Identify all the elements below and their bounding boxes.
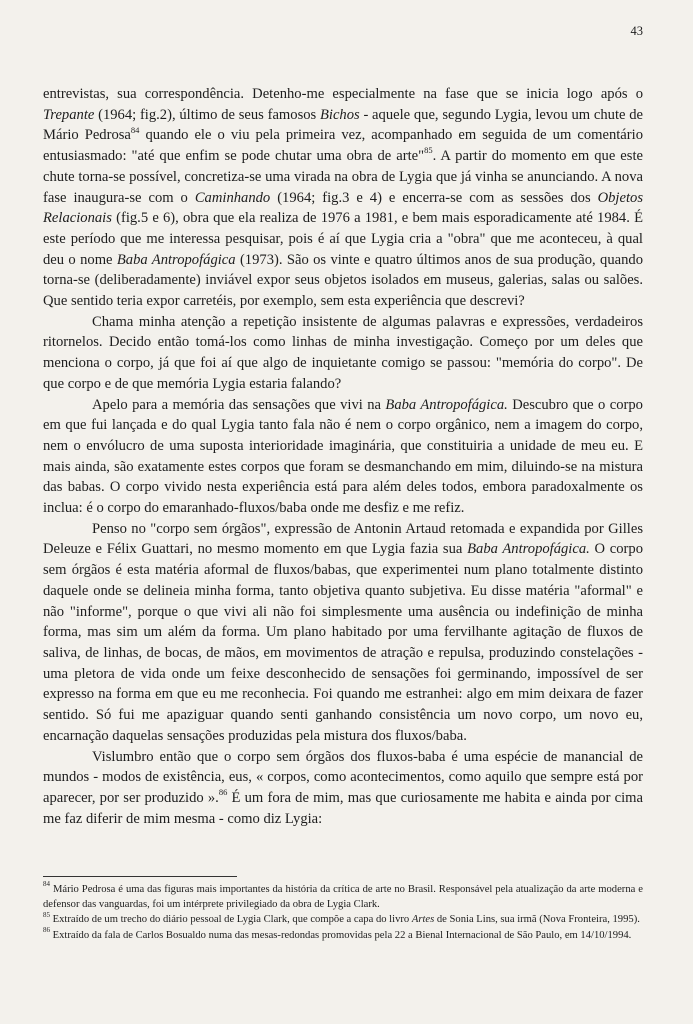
work-title: Caminhando [194, 189, 271, 206]
text-run: (fig.5 e 6), obra que ela realiza de 1976 a 1981, e bem mais esporadicamente até 1984. É este período que me interessa pesquisar, pois é aí que Lygia cria a "obra" que me aconteceu, à qual deu o nome [43, 210, 643, 268]
footnote-text: Mário Pedrosa é uma das figuras mais importantes da história da crítica de arte no Brasil. Responsável pela atualização da arte moderna e defensor das vanguardas, foi um intérprete privilegiado da obra de Lygia Clark. [43, 884, 643, 911]
text-run: Penso no "corpo sem órgãos", expressão de Antonin Artaud retomada e expandida por Gilles Deleuze e Félix Guattari, no mesmo momento em que Lygia fazia sua [43, 520, 643, 558]
text-run: - aquele que, segundo Lygia, levou um chute de Mário Pedrosa [43, 106, 643, 144]
footnote-86 [43, 928, 643, 943]
text-run: (1964; fig.3 e 4) e encerra-se com as sessões dos [270, 189, 598, 206]
footnote-85 [43, 912, 643, 927]
footnote-text: de Sonia Lins, sua irmã (Nova Fronteira, 1995). [434, 914, 640, 926]
footnote-ref-86: 86 [218, 787, 228, 798]
footnote-divider [43, 876, 237, 877]
text-run: quando ele o viu pela primeira vez, acompanhado em seguida de um comentário entusiasmado: "até que enfim se pode chutar uma obra de arte" [43, 127, 643, 165]
body-text [43, 84, 643, 829]
paragraph-3 [43, 395, 643, 519]
footnote-number: 84 [43, 880, 50, 889]
text-run: (1964; fig.2), último de seus famosos [94, 106, 320, 123]
footnote-text: Extraído da fala de Carlos Bosualdo numa das mesas-redondas promovidas pela 22 a Bienal Internacional de São Paulo, em 14/10/1994. [50, 929, 632, 941]
text-run: Apelo para a memória das sensações que vivi na [92, 396, 386, 413]
work-title: Trepante [43, 106, 95, 123]
paragraph-4 [43, 519, 643, 747]
work-title: Bichos [319, 106, 360, 123]
book-title: Artes [411, 914, 435, 926]
text-run: O corpo sem órgãos é esta matéria aformal de fluxos/babas, que experimentei num plano totalmente distinto daquele onde se delineia minha forma, tanto objetiva quanto subjetiva. Eu disse matéria "aformal" e não "informe", porque o que vivi ali não foi simplesmente uma ausência ou indefinição de minha forma, mas sim um além da forma. Um plano habitado por uma fervilhante agitação de fluxos de saliva, de linhas, de bocas, de mãos, em movimentos de atração e repulsa, produzindo constelações - uma pletora de vida onde um feixe desconhecido de sensações foi germinando, impossível de ser expresso na forma em que eu me reconhecia. Foi quando me estranhei: algo em mim deixara de fazer sentido. Só fui me apaziguar quando senti ganhando consistência um novo corpo, um novo eu, encarnação daquelas sensações produzidas pela mistura dos fluxos/baba. [43, 541, 643, 744]
text-run: Descubro que o corpo em que fui lançada e do qual Lygia tanto fala não é nem o corpo orgânico, nem a imagem do corpo, nem o envólucro de uma suposta interioridade imaginária, que constituiria a unidade de meu eu. E mais ainda, são exatamente estes corpos que foram se desmanchando em mim, diluindo-se na mistura das babas. O corpo vivido nesta experiência está para além deles todos, embora paradoxalmente os inclua: é o corpo do emaranhado-fluxos/baba onde me desfiz e me refiz. [43, 396, 643, 517]
footnote-ref-84: 84 [130, 124, 140, 135]
footnotes [43, 882, 643, 943]
text-run: É um fora de mim, mas que curiosamente me habita e ainda por cima me faz diferir de mim mesma - como diz Lygia: [43, 789, 643, 827]
text-run: (1973). São os vinte e quatro últimos anos de sua produção, quando torna-se (deliberadamente) inviável expor seus objetos isolados em museus, galerias, salas ou salões. Que sentido teria expor carretéis, por exemplo, sem esta experiência que descrevi? [43, 251, 643, 310]
footnote-number: 85 [43, 910, 50, 919]
page-number: 43 [630, 24, 643, 38]
text-run: entrevistas, sua correspondência. Detenho-me especialmente na fase que se inicia logo após o [43, 86, 643, 102]
text-run: Vislumbro então que o corpo sem órgãos dos fluxos-baba é uma espécie de manancial de mundos - modos de existência, eus, « corpos, como acontecimentos, como aquilo que sempre está por aparecer, por ser produzido ». [43, 748, 643, 806]
footnote-84 [43, 882, 643, 912]
paragraph-1 [43, 84, 643, 312]
work-title: Baba Antropofágica. [467, 541, 590, 558]
footnote-text: Extraído de um trecho do diário pessoal de Lygia Clark, que compõe a capa do livro [50, 914, 412, 926]
work-title: Baba Antropofágica [116, 251, 236, 268]
footnote-ref-85: 85 [424, 145, 433, 156]
paragraph-5 [43, 747, 643, 830]
paragraph-2: Chama minha atenção a repetição insistente de algumas palavras e expressões, verdadeiros ritornelos. Decido então tomá-los como linhas de minha investigação. Começo por um deles que menciona o corpo, já que foi aí que algo de inquietante comigo se passou: "memória do corpo". De que corpo e de que memória Lygia estaria falando? [43, 313, 643, 392]
work-title: Baba Antropofágica. [385, 396, 508, 413]
footnote-number: 86 [43, 926, 50, 935]
work-title: Objetos Relacionais [43, 189, 643, 227]
text-run: . A partir do momento em que este chute torna-se possível, concretiza-se uma virada na obra de Lygia que já vinha se anunciando. A nova fase inaugura-se com o [43, 148, 643, 206]
